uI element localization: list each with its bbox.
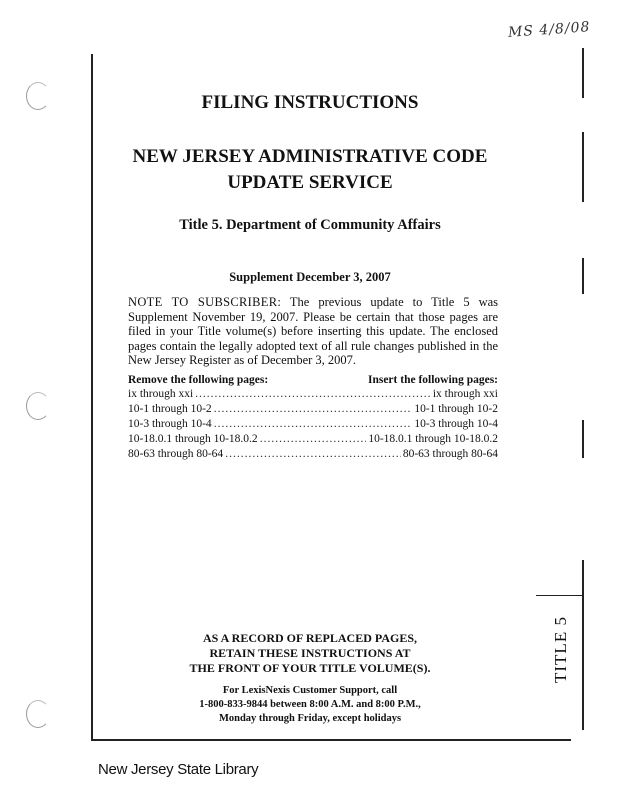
table-header	[128, 374, 498, 386]
punch-hole-mark	[26, 82, 50, 110]
insert-pages: ix through xxi	[432, 388, 498, 400]
filing-instructions-heading: FILING INSTRUCTIONS	[201, 92, 419, 113]
library-footer: New Jersey State Library	[98, 761, 259, 778]
remove-pages: 10-1 through 10-2	[128, 403, 212, 415]
remove-header: Remove the following pages:	[128, 374, 269, 386]
insert-pages: 10-1 through 10-2	[414, 403, 498, 415]
record-line: THE FRONT OF YOUR TITLE VOLUME(S).	[189, 661, 431, 675]
insert-pages: 10-3 through 10-4	[414, 418, 498, 430]
remove-pages: 10-18.0.1 through 10-18.0.2	[128, 433, 258, 445]
support-line: Monday through Friday, except holidays	[218, 713, 402, 724]
bottom-border-rule	[91, 739, 571, 741]
table-row	[128, 402, 498, 417]
punch-hole-mark	[26, 392, 50, 420]
code-title-line: UPDATE SERVICE	[227, 172, 393, 193]
subscriber-note	[128, 295, 498, 368]
dot-leader	[260, 432, 367, 447]
title-section-heading: Title 5. Department of Community Affairs	[179, 217, 441, 233]
insert-pages: 10-18.0.1 through 10-18.0.2	[368, 433, 498, 445]
right-edge-mark	[582, 132, 584, 202]
table-row	[128, 387, 498, 402]
code-title-line: NEW JERSEY ADMINISTRATIVE CODE	[132, 146, 488, 167]
customer-support-info	[140, 684, 480, 726]
insert-header: Insert the following pages:	[367, 374, 498, 386]
note-body: The previous update to Title 5 was Supplement November 19, 2007. Please be certain that those pages are filed in your Title volume(s) before inserting this update. The enclosed pages contain the legally adopted text of all rule changes published in the New Jersey Register as of December 3, 2007.	[128, 295, 499, 368]
record-instructions	[120, 631, 500, 676]
insert-pages: 80-63 through 80-64	[402, 448, 498, 460]
record-line: AS A RECORD OF REPLACED PAGES,	[202, 631, 418, 645]
left-border-rule	[91, 54, 93, 740]
right-edge-mark	[582, 258, 584, 294]
right-edge-mark	[582, 48, 584, 98]
table-row	[128, 417, 498, 432]
table-row	[128, 432, 498, 447]
right-edge-rule	[582, 560, 584, 730]
remove-pages: 80-63 through 80-64	[128, 448, 224, 460]
remove-pages: ix through xxi	[128, 388, 194, 400]
note-lead: NOTE TO SUBSCRIBER:	[128, 295, 282, 309]
title-tab-label: TITLE 5	[551, 616, 570, 684]
right-edge-mark	[582, 420, 584, 458]
punch-hole-mark	[26, 700, 50, 728]
page-replacement-table	[128, 374, 498, 462]
support-line: For LexisNexis Customer Support, call	[222, 685, 398, 696]
dot-leader	[214, 417, 413, 432]
record-line: RETAIN THESE INSTRUCTIONS AT	[209, 646, 411, 660]
code-title-heading	[100, 144, 520, 196]
remove-pages: 10-3 through 10-4	[128, 418, 212, 430]
dot-leader	[214, 402, 413, 417]
tab-divider	[536, 595, 583, 596]
dot-leader	[225, 447, 401, 462]
handwritten-initials-date: MS 4/8/08	[507, 19, 591, 41]
supplement-date: Supplement December 3, 2007	[229, 270, 391, 284]
support-line: 1-800-833-9844 between 8:00 A.M. and 8:00 P.M.,	[199, 699, 421, 710]
dot-leader	[195, 387, 431, 402]
table-row	[128, 447, 498, 462]
